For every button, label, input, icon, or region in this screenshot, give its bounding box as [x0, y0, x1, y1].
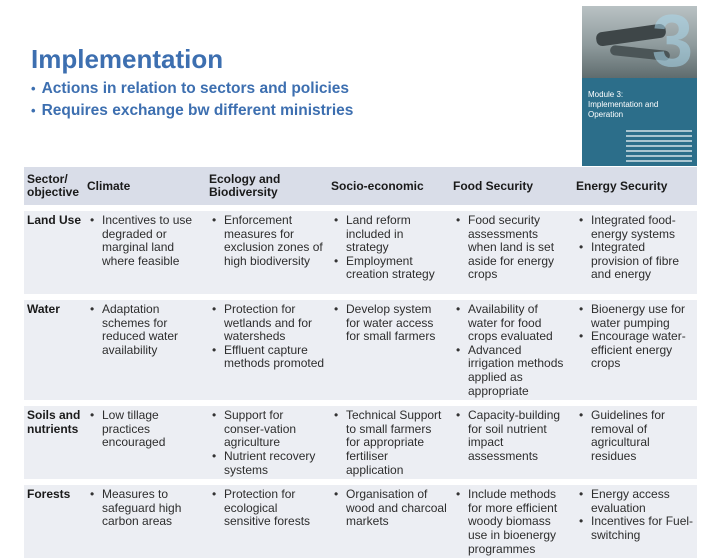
cell-bullet-list [331, 303, 447, 344]
module-caption-line: Implementation and [588, 100, 659, 109]
cell-bullet-item [224, 303, 325, 344]
table-cell [573, 485, 697, 558]
table-cell [573, 211, 697, 294]
cell-bullet-list [331, 488, 447, 529]
table-row [24, 406, 697, 479]
cell-bullet-text: Effluent capture methods promoted [224, 342, 325, 371]
cell-bullet-item [224, 488, 325, 529]
cell-bullet-item [224, 214, 325, 268]
cell-bullet-item [102, 409, 203, 450]
cell-bullet-text: Organisation of wood and charcoal markets [346, 487, 447, 529]
row-header: Soils and nutrients [24, 406, 84, 479]
cell-bullet-text: Incentives to use degraded or marginal land where feasible [102, 213, 193, 268]
cell-bullet-item [102, 303, 203, 357]
table-cell [84, 300, 206, 400]
cell-bullet-item [346, 488, 447, 529]
module-caption-line: Module 3: [588, 90, 624, 99]
module-cover-image [582, 6, 697, 166]
cell-bullet-item [591, 241, 694, 282]
cell-bullet-text: Energy access evaluation [591, 487, 670, 515]
table-cell [328, 300, 450, 400]
cell-bullet-list [209, 409, 325, 477]
bullet-item [31, 78, 353, 100]
cell-bullet-item [591, 214, 694, 241]
row-header: Water [24, 300, 84, 400]
cell-bullet-list [453, 214, 570, 282]
bullet-text: Requires exchange bw different ministries [41, 102, 354, 119]
table-row [24, 485, 697, 558]
cell-bullet-text: Nutrient recovery systems [224, 448, 316, 477]
slide-bullets [31, 78, 353, 122]
policy-table-container [24, 167, 697, 556]
cell-bullet-text: Employment creation strategy [346, 253, 435, 282]
table-cell [450, 300, 573, 400]
cover-text-lines [626, 130, 692, 165]
table-cell [450, 485, 573, 558]
table-cell [84, 406, 206, 479]
cell-bullet-text: Guidelines for removal of agricultural residues [591, 408, 666, 463]
column-header: Energy Security [573, 167, 697, 205]
table-cell [206, 211, 328, 294]
cell-bullet-text: Include methods for more efficient woody biomass use in bioenergy programmes [468, 487, 558, 556]
cell-bullet-item [591, 488, 694, 515]
cell-bullet-item [224, 344, 325, 371]
column-header: Food Security [450, 167, 573, 205]
cell-bullet-text: Low tillage practices encouraged [102, 408, 166, 450]
cell-bullet-list [87, 303, 203, 357]
table-cell [573, 406, 697, 479]
cell-bullet-text: Develop system for water access for small farmers [346, 302, 436, 344]
cell-bullet-list [576, 214, 694, 282]
cell-bullet-list [576, 488, 694, 542]
cell-bullet-list [87, 488, 203, 529]
table-cell [328, 406, 450, 479]
table-cell [328, 211, 450, 294]
cell-bullet-text: Availability of water for food crops evaluated [468, 302, 553, 344]
cell-bullet-item [591, 330, 694, 371]
cell-bullet-item [468, 344, 570, 398]
cell-bullet-list [209, 488, 325, 529]
column-header: Sector/ objective [24, 167, 84, 205]
slide-title: Implementation [31, 44, 224, 74]
cell-bullet-text: Integrated food-energy systems [591, 213, 676, 241]
column-header: Climate [84, 167, 206, 205]
cell-bullet-text: Land reform included in strategy [346, 213, 411, 255]
cell-bullet-text: Enforcement measures for exclusion zones of high biodiversity [224, 213, 323, 268]
cell-bullet-list [453, 488, 570, 556]
cell-bullet-list [87, 409, 203, 450]
row-header: Forests [24, 485, 84, 558]
cell-bullet-text: Incentives for Fuel-switching [591, 514, 694, 542]
table-cell [206, 485, 328, 558]
table-header-row [24, 167, 697, 205]
cell-bullet-item [102, 488, 203, 529]
column-header: Ecology and Biodiversity [206, 167, 328, 205]
table-cell [84, 485, 206, 558]
cell-bullet-item [346, 255, 447, 282]
column-header: Socio-economic [328, 167, 450, 205]
cell-bullet-text: Technical Support to small farmers for appropriate fertiliser application [346, 408, 442, 477]
table-cell [450, 211, 573, 294]
cell-bullet-list [331, 214, 447, 282]
cell-bullet-item [102, 214, 203, 268]
cell-bullet-text: Bioenergy use for water pumping [591, 302, 686, 330]
cell-bullet-list [453, 303, 570, 398]
bullet-text: Actions in relation to sectors and policies [41, 80, 350, 97]
table-row [24, 300, 697, 400]
cell-bullet-text: Measures to safeguard high carbon areas [102, 487, 182, 529]
cell-bullet-item [224, 409, 325, 450]
cell-bullet-text: Advanced irrigation methods applied as appropriate [468, 342, 564, 398]
table-cell [84, 211, 206, 294]
cell-bullet-item [224, 450, 325, 477]
cell-bullet-text: Protection for ecological sensitive forests [224, 487, 311, 529]
cell-bullet-item [346, 214, 447, 255]
cell-bullet-text: Integrated provision of fibre and energy [591, 240, 680, 282]
policy-table [24, 167, 697, 558]
cell-bullet-text: Encourage water-efficient energy crops [591, 329, 686, 371]
cell-bullet-list [209, 214, 325, 268]
table-cell [450, 406, 573, 479]
cell-bullet-text: Capacity-building for soil nutrient impact assessments [468, 408, 561, 463]
cell-bullet-list [209, 303, 325, 371]
cell-bullet-text: Adaptation schemes for reduced water availability [102, 302, 179, 357]
module-caption [588, 90, 658, 120]
cell-bullet-item [346, 409, 447, 477]
table-row [24, 211, 697, 294]
cell-bullet-item [468, 303, 570, 344]
bullet-item [31, 100, 353, 122]
cell-bullet-text: Support for conser-vation agriculture [224, 408, 297, 450]
table-body [24, 205, 697, 558]
cell-bullet-list [331, 409, 447, 477]
bullet-dot-icon: • [31, 103, 36, 118]
cell-bullet-item [591, 409, 694, 463]
cell-bullet-list [576, 409, 694, 463]
cell-bullet-item [346, 303, 447, 344]
table-cell [328, 485, 450, 558]
row-header: Land Use [24, 211, 84, 294]
bullet-dot-icon: • [31, 81, 36, 96]
cell-bullet-item [591, 303, 694, 330]
cell-bullet-list [87, 214, 203, 268]
table-cell [206, 406, 328, 479]
cell-bullet-item [591, 515, 694, 542]
table-cell [573, 300, 697, 400]
cell-bullet-text: Protection for wetlands and for watersheds [224, 302, 313, 344]
table-cell [206, 300, 328, 400]
cell-bullet-list [453, 409, 570, 463]
cell-bullet-item [468, 214, 570, 282]
module-caption-line: Operation [588, 110, 624, 119]
cell-bullet-text: Food security assessments when land is set aside for energy crops [468, 213, 555, 282]
cell-bullet-list [576, 303, 694, 371]
cell-bullet-item [468, 488, 570, 556]
module-number: 3 [651, 6, 693, 82]
cell-bullet-item [468, 409, 570, 463]
